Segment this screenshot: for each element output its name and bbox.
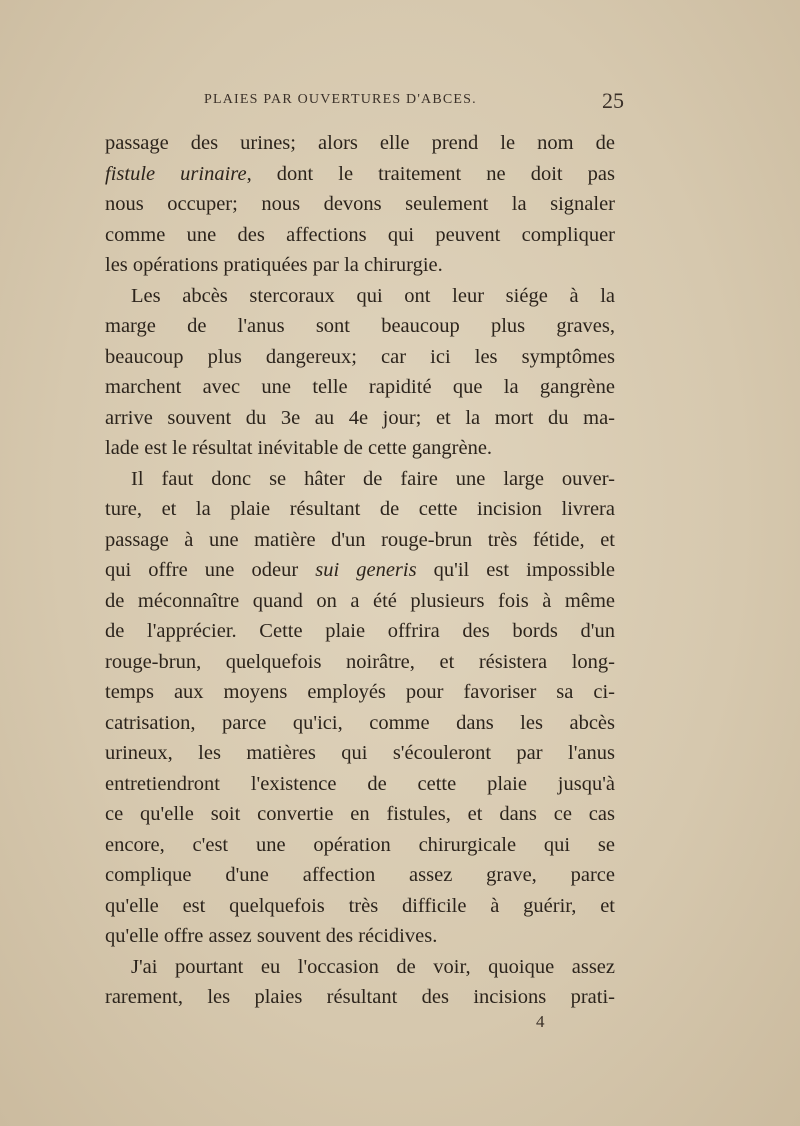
text-line: rarement, les plaies résultant des incisions prati- <box>105 986 615 1008</box>
italic-term: sui generis <box>315 559 417 581</box>
text-line: nous occuper; nous devons seulement la signaler <box>105 193 615 215</box>
text-line: comme une des affections qui peuvent compliquer <box>105 223 615 246</box>
text-line: beaucoup plus dangereux; car ici les symptômes <box>105 345 615 368</box>
text-line: qui offre une odeur sui generis qu'il est impossible <box>105 559 615 581</box>
text-line: encore, c'est une opération chirurgicale qui se <box>105 833 615 856</box>
text-line: rouge-brun, quelquefois noirâtre, et résistera long- <box>105 650 615 673</box>
text-line: marge de l'anus sont beaucoup plus graves, <box>105 315 615 337</box>
page-number: 25 <box>602 88 624 113</box>
text-line: temps aux moyens employés pour favoriser sa ci- <box>105 681 615 703</box>
running-head <box>104 88 624 116</box>
text-line: urineux, les matières qui s'écouleront par l'anus <box>105 742 615 764</box>
signature-mark: 4 <box>536 1012 545 1031</box>
text-line: de méconnaître quand on a été plusieurs fois à même <box>105 589 615 612</box>
text-line: passage des urines; alors elle prend le nom de <box>105 132 615 154</box>
running-title: PLAIES PAR OUVERTURES D'ABCES. <box>204 92 477 107</box>
text-line: lade est le résultat inévitable de cette gangrène. <box>105 437 493 459</box>
text-line: qu'elle offre assez souvent des récidives. <box>105 925 438 947</box>
text-line: arrive souvent du 3e au 4e jour; et la mort du ma- <box>105 406 615 429</box>
text-line: les opérations pratiquées par la chirurgie. <box>105 254 443 276</box>
text-line: J'ai pourtant eu l'occasion de voir, quoique assez <box>131 955 615 978</box>
text-line: qu'elle est quelquefois très difficile à guérir, et <box>105 894 615 917</box>
body-text <box>105 128 615 1013</box>
text-line: passage à une matière d'un rouge-brun très fétide, et <box>105 528 615 551</box>
text-line: ture, et la plaie résultant de cette incision livrera <box>105 498 615 520</box>
italic-term: fistule urinaire <box>105 162 247 185</box>
text-line: entretiendront l'existence de cette plaie jusqu'à <box>105 772 615 795</box>
text-line: Les abcès stercoraux qui ont leur siége à la <box>131 284 615 307</box>
text-line: catrisation, parce qu'ici, comme dans les abcès <box>105 711 615 734</box>
text-line: fistule urinaire, dont le traitement ne doit pas <box>105 162 615 185</box>
text-line: ce qu'elle soit convertie en fistules, et dans ce cas <box>105 803 615 825</box>
text-line: complique d'une affection assez grave, parce <box>105 864 615 886</box>
text-line: Il faut donc se hâter de faire une large ouver- <box>131 467 615 490</box>
text-line: de l'apprécier. Cette plaie offrira des bords d'un <box>105 620 615 642</box>
text-line: marchent avec une telle rapidité que la gangrène <box>105 376 615 398</box>
